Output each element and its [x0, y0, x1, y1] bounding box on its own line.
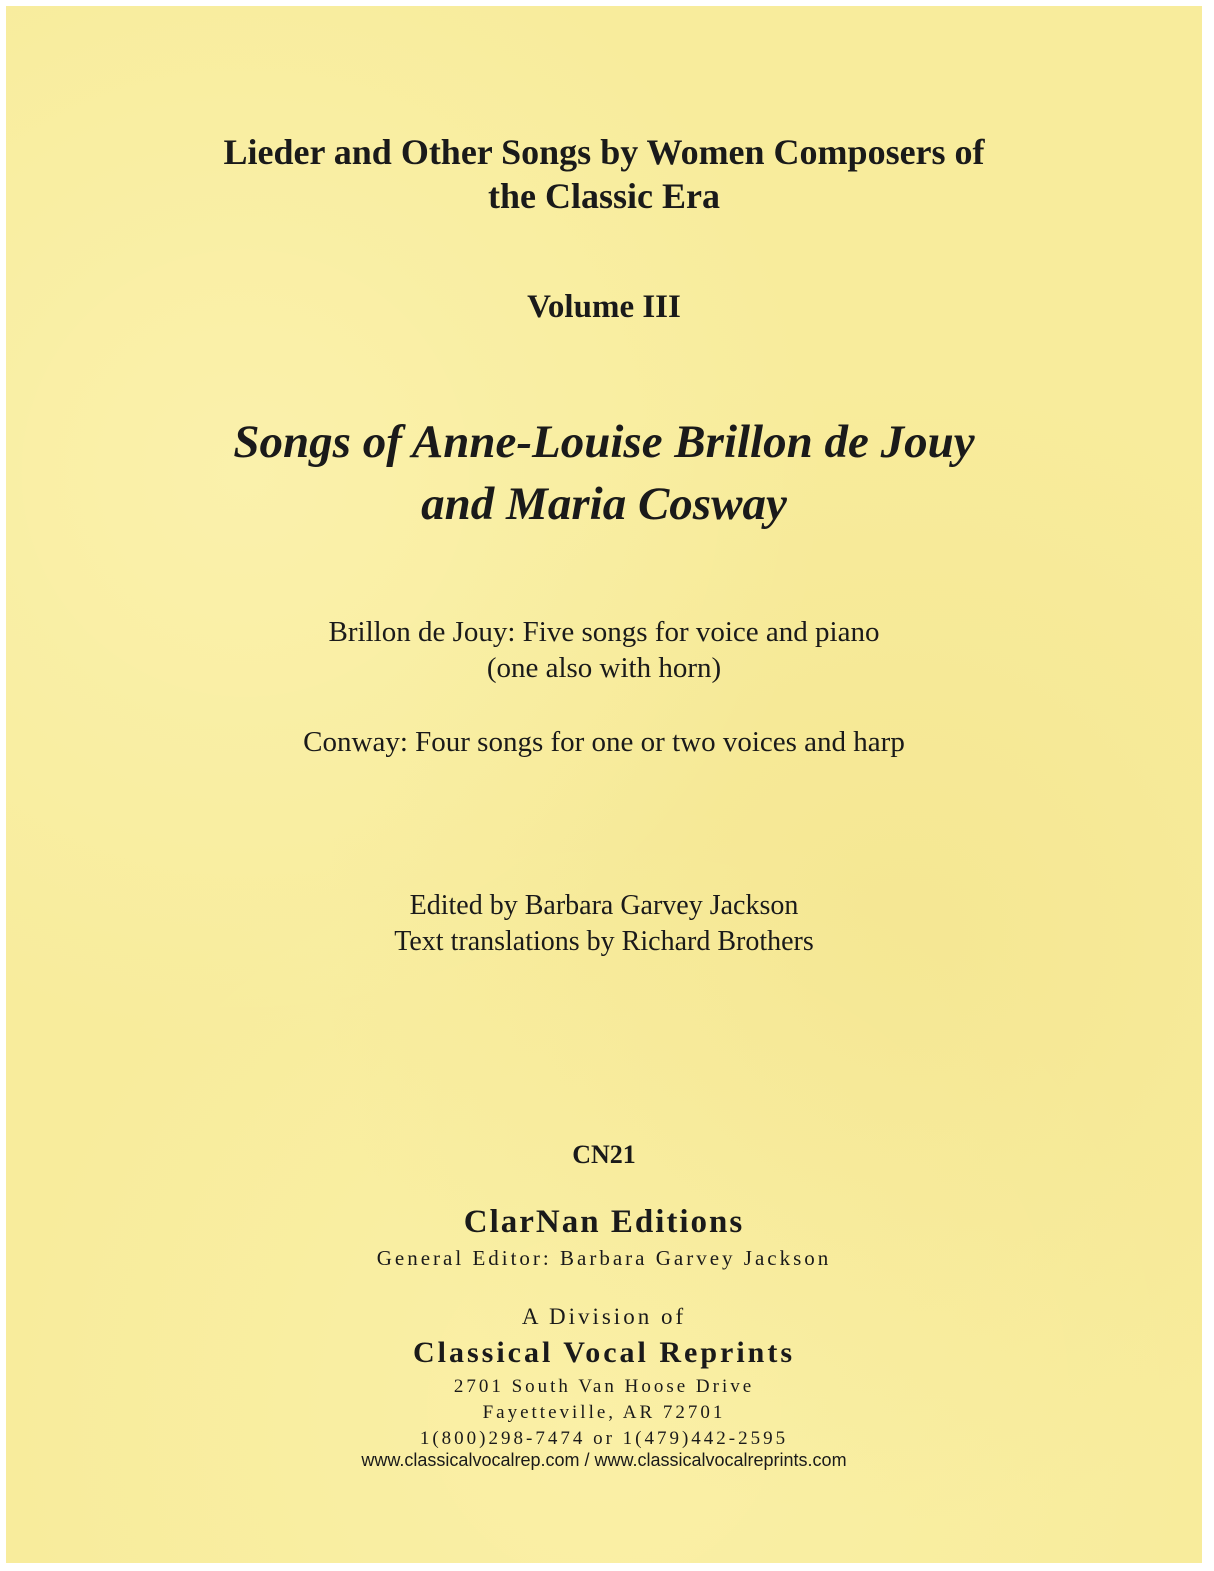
publisher-name: ClarNan Editions	[463, 1204, 745, 1240]
title-page	[6, 6, 1202, 1563]
contents-cosway: Conway: Four songs for one or two voices and harp	[303, 726, 905, 758]
address-city: Fayetteville, AR 72701	[482, 1402, 726, 1423]
general-editor: General Editor: Barbara Garvey Jackson	[376, 1246, 832, 1270]
series-title-line-1: Lieder and Other Songs by Women Composers of	[223, 132, 985, 172]
address-street: 2701 South Van Hoose Drive	[453, 1376, 755, 1397]
volume-label: Volume III	[527, 289, 681, 325]
series-title-line-2: the Classic Era	[488, 176, 720, 216]
main-title-line-2: and Maria Cosway	[421, 478, 787, 530]
catalog-number: CN21	[572, 1140, 636, 1169]
phone-numbers: 1(800)298-7474 or 1(479)442-2595	[419, 1428, 789, 1449]
contents-brillon-line-2: (one also with horn)	[486, 652, 722, 684]
website-links[interactable]: www.classicalvocalrep.com / www.classicalvocalreprints.com	[361, 1450, 847, 1470]
editor-credit: Edited by Barbara Garvey Jackson	[409, 890, 799, 921]
translator-credit: Text translations by Richard Brothers	[394, 926, 814, 957]
contents-brillon-line-1: Brillon de Jouy: Five songs for voice and piano	[328, 616, 880, 648]
parent-company: Classical Vocal Reprints	[412, 1336, 796, 1369]
main-title-line-1: Songs of Anne-Louise Brillon de Jouy	[233, 416, 975, 468]
division-label: A Division of	[521, 1304, 687, 1329]
